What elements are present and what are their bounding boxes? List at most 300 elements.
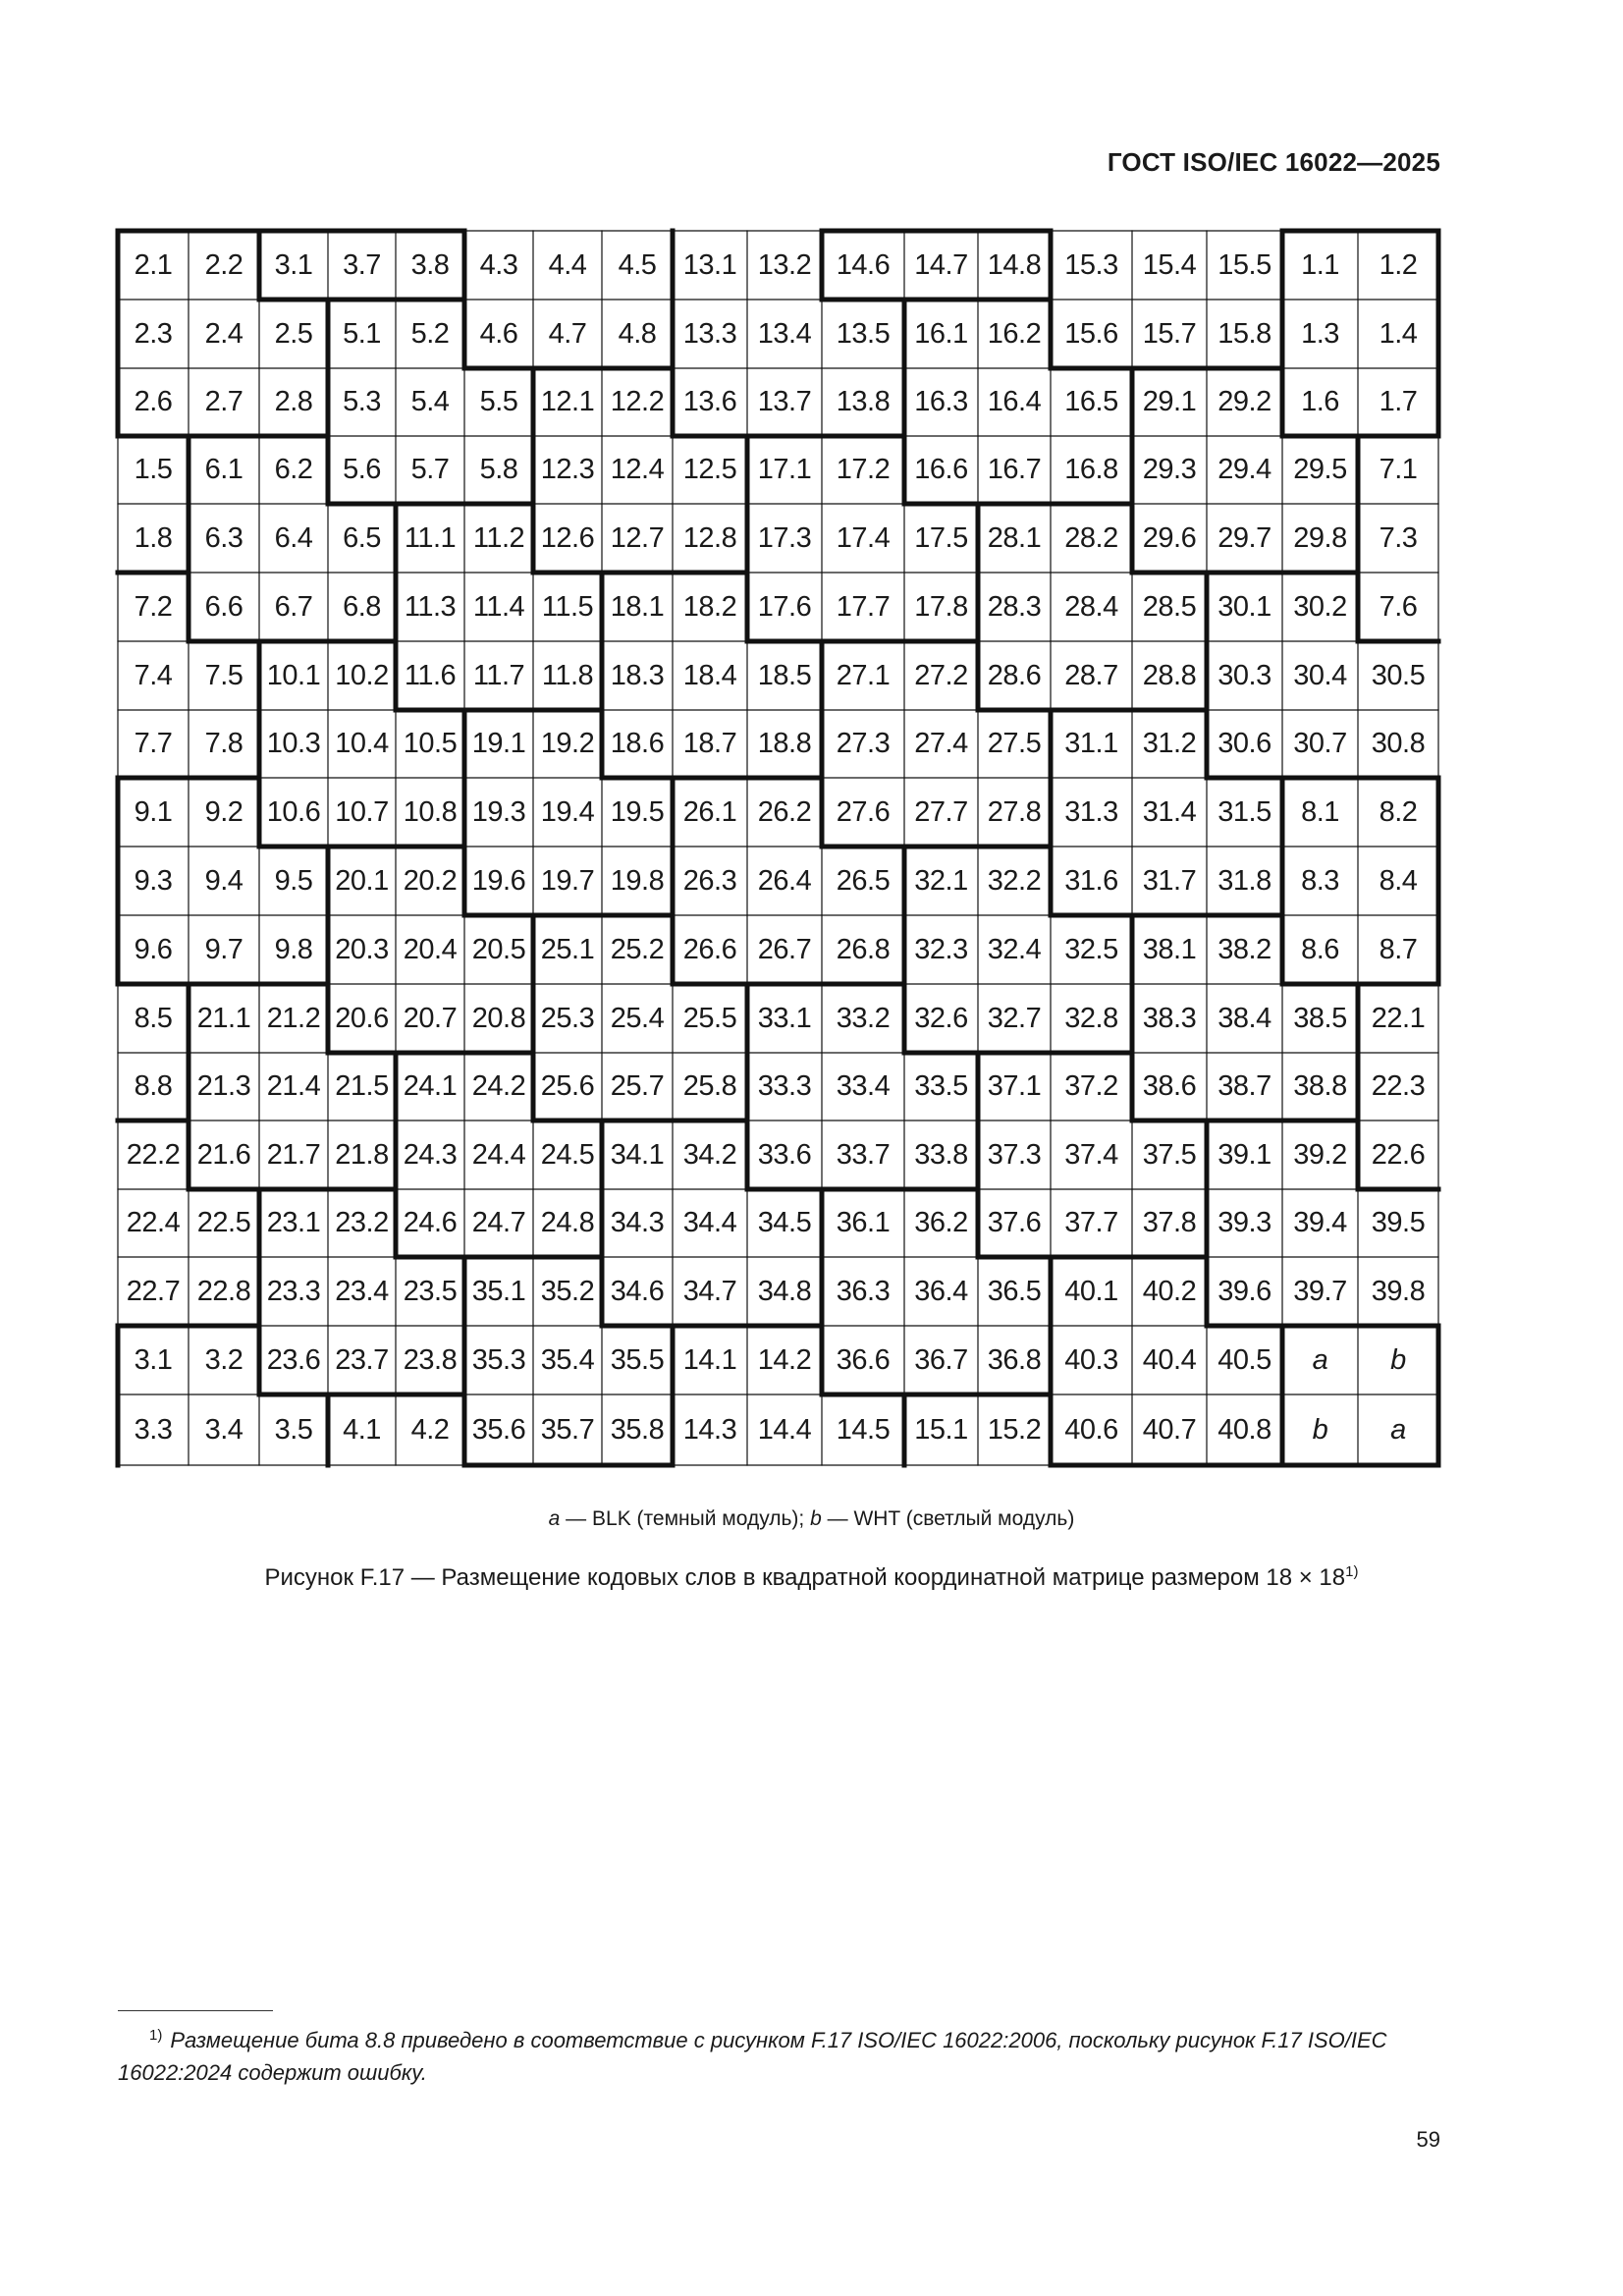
matrix-cell: 25.4 <box>610 1002 665 1034</box>
matrix-cell: 26.4 <box>757 864 812 897</box>
matrix-cell: 14.5 <box>836 1413 891 1446</box>
matrix-cell: 20.8 <box>471 1002 526 1034</box>
matrix-cell: 37.1 <box>987 1070 1042 1102</box>
matrix-cell: 36.5 <box>987 1275 1042 1307</box>
footnote-marker: 1) <box>149 2026 163 2044</box>
matrix-cell: 33.7 <box>836 1138 891 1171</box>
matrix-cell: 12.1 <box>540 386 595 417</box>
matrix-cell: 17.8 <box>914 590 968 623</box>
matrix-cell: 20.2 <box>403 864 458 897</box>
matrix-cell: 6.2 <box>274 454 313 485</box>
matrix-cell: 30.1 <box>1217 590 1271 623</box>
matrix-cell: 12.6 <box>540 521 595 554</box>
matrix-cell: 29.8 <box>1293 521 1347 554</box>
matrix-cell: 37.4 <box>1064 1138 1118 1171</box>
matrix-cell: 39.8 <box>1371 1275 1426 1307</box>
matrix-cell: 21.7 <box>266 1138 321 1171</box>
matrix-cell: 21.4 <box>266 1070 321 1102</box>
matrix-cell: 17.2 <box>836 454 891 485</box>
matrix-cell: 40.1 <box>1064 1275 1118 1307</box>
matrix-cell: 35.4 <box>540 1343 595 1376</box>
matrix-cell: 18.8 <box>757 728 812 759</box>
matrix-cell: 28.6 <box>987 659 1042 691</box>
matrix-cell: 34.7 <box>682 1275 737 1307</box>
matrix-cell: 23.6 <box>266 1343 321 1376</box>
matrix-cell: 40.4 <box>1142 1343 1197 1376</box>
matrix-cell: 34.3 <box>610 1207 665 1238</box>
matrix-cell: 2.7 <box>204 386 243 417</box>
footnote <box>118 2024 1439 2089</box>
matrix-cell: 32.1 <box>914 864 968 897</box>
matrix-cell: 24.3 <box>403 1138 458 1171</box>
matrix-cell: 7.6 <box>1379 590 1418 623</box>
matrix-cell: 34.8 <box>757 1275 812 1307</box>
matrix-cell: 10.1 <box>266 659 321 691</box>
matrix-cell: a <box>1390 1413 1406 1446</box>
matrix-cell: 22.2 <box>126 1138 181 1171</box>
matrix-cell: 2.8 <box>274 386 313 417</box>
matrix-cell: 4.8 <box>618 317 657 350</box>
matrix-cell: 38.2 <box>1217 933 1271 965</box>
matrix-cell: 16.4 <box>987 386 1042 417</box>
matrix-cell: 11.3 <box>404 590 457 623</box>
matrix-cell: 12.4 <box>610 454 665 485</box>
matrix-cell: 29.6 <box>1142 521 1197 554</box>
matrix-cell: 21.2 <box>266 1002 321 1034</box>
matrix-cell: 25.6 <box>540 1070 595 1102</box>
matrix-cell: 3.7 <box>343 248 381 281</box>
matrix-cell: 14.3 <box>682 1413 737 1446</box>
matrix-cell: 32.5 <box>1064 933 1118 965</box>
matrix-cell: 18.4 <box>682 659 737 691</box>
matrix-cell: 17.1 <box>757 454 812 485</box>
matrix-cell: 17.4 <box>836 521 891 554</box>
matrix-cell: 26.6 <box>682 933 737 965</box>
matrix-cell: 7.3 <box>1379 521 1418 554</box>
matrix-cell: 27.8 <box>987 795 1042 828</box>
matrix-cell: 26.2 <box>757 795 812 828</box>
matrix-cell: 18.7 <box>682 728 737 759</box>
matrix-cell: 39.4 <box>1293 1207 1347 1238</box>
matrix-cell: 32.6 <box>914 1002 968 1034</box>
matrix-cell: 14.4 <box>757 1413 812 1446</box>
matrix-cell: 31.3 <box>1064 795 1118 828</box>
matrix-cell: 25.8 <box>682 1070 737 1102</box>
matrix-cell: 6.4 <box>274 521 313 554</box>
matrix-cell: 9.5 <box>274 864 313 897</box>
matrix-cell: 24.2 <box>471 1070 526 1102</box>
matrix-cell: 5.2 <box>410 317 450 350</box>
matrix-cell: 1.1 <box>1301 248 1339 281</box>
matrix-cell: 35.5 <box>610 1343 665 1376</box>
matrix-cell: 25.5 <box>682 1002 737 1034</box>
matrix-cell: 36.3 <box>836 1275 891 1307</box>
matrix-cell: 8.7 <box>1379 933 1418 965</box>
matrix-cell: 5.5 <box>479 386 518 417</box>
matrix-cell: 6.8 <box>343 590 381 623</box>
matrix-cell: 5.8 <box>479 454 518 485</box>
matrix-cell: 35.2 <box>540 1275 595 1307</box>
matrix-cell: 4.7 <box>548 317 587 350</box>
figure-legend <box>0 1507 1623 1531</box>
matrix-cell: 32.4 <box>987 933 1042 965</box>
matrix-cell: 39.6 <box>1217 1275 1271 1307</box>
matrix-cell: 1.2 <box>1379 248 1418 281</box>
matrix-cell: 20.3 <box>335 933 389 965</box>
matrix-cell: 38.6 <box>1142 1070 1197 1102</box>
matrix-cell: 27.1 <box>836 659 891 691</box>
matrix-cell: 34.6 <box>610 1275 665 1307</box>
matrix-cell: 6.3 <box>204 521 243 554</box>
matrix-cell: 30.2 <box>1293 590 1347 623</box>
footnote-text: Размещение бита 8.8 приведено в соответствие с рисунком F.17 ISO/IEC 16022:2006, поскольку рисунок F.17 ISO/IEC 16022:2024 содержит ошибку. <box>118 2028 1387 2085</box>
matrix-cell: 39.5 <box>1371 1207 1426 1238</box>
matrix-cell: 15.3 <box>1064 248 1118 281</box>
caption-footnote-ref: 1) <box>1345 1563 1359 1580</box>
matrix-cell: 23.2 <box>335 1207 389 1238</box>
matrix-cell: 19.3 <box>471 795 526 828</box>
matrix-cell: 37.3 <box>987 1138 1042 1171</box>
matrix-cell: 14.8 <box>987 248 1042 281</box>
matrix-cell: 2.1 <box>134 248 173 281</box>
matrix-cell: 17.7 <box>836 590 891 623</box>
matrix-cell: 12.8 <box>682 521 737 554</box>
matrix-cell: 26.8 <box>836 933 891 965</box>
matrix-cell: 4.1 <box>343 1413 381 1446</box>
matrix-cell: 24.1 <box>403 1070 458 1102</box>
matrix-cell: 1.3 <box>1301 317 1339 350</box>
matrix-cell: 31.2 <box>1142 728 1197 759</box>
matrix-cell: 16.5 <box>1064 386 1118 417</box>
matrix-cell: 27.7 <box>914 795 968 828</box>
matrix-cell: 15.7 <box>1142 317 1197 350</box>
matrix-cell: 2.2 <box>204 248 243 281</box>
matrix-cell: 32.8 <box>1064 1002 1118 1034</box>
matrix-cell: 22.7 <box>126 1275 181 1307</box>
matrix-cell: 28.7 <box>1064 659 1118 691</box>
matrix-cell: 27.6 <box>836 795 891 828</box>
matrix-cell: 23.4 <box>335 1275 389 1307</box>
matrix-cell: 10.2 <box>335 659 389 691</box>
matrix-cell: 37.6 <box>987 1207 1042 1238</box>
matrix-cell: 30.3 <box>1217 659 1271 691</box>
matrix-cell: 37.5 <box>1142 1138 1197 1171</box>
matrix-cell: 28.3 <box>987 590 1042 623</box>
matrix-cell: 25.2 <box>610 933 665 965</box>
matrix-cell: 12.5 <box>682 454 737 485</box>
matrix-cell: 35.7 <box>540 1413 595 1446</box>
matrix-cell: 29.1 <box>1142 386 1197 417</box>
matrix-cell: 25.3 <box>540 1002 595 1034</box>
matrix-cell: 17.5 <box>914 521 968 554</box>
matrix-cell: 8.6 <box>1301 933 1339 965</box>
matrix-cell: 15.2 <box>987 1413 1042 1446</box>
matrix-cell: 39.7 <box>1293 1275 1347 1307</box>
matrix-cell: 30.6 <box>1217 728 1271 759</box>
footnote-separator <box>118 2010 273 2011</box>
matrix-cell: 11.8 <box>541 659 594 691</box>
matrix-cell: 35.8 <box>610 1413 665 1446</box>
matrix-cell: 24.7 <box>471 1207 526 1238</box>
matrix-cell: 3.5 <box>274 1413 313 1446</box>
matrix-cell: 5.3 <box>343 386 381 417</box>
matrix-cell: 9.6 <box>134 933 173 965</box>
matrix-cell: 36.2 <box>914 1207 968 1238</box>
matrix-cell: 11.5 <box>541 590 594 623</box>
matrix-cell: 38.8 <box>1293 1070 1347 1102</box>
matrix-cell: 8.3 <box>1301 864 1339 897</box>
matrix-cell: 12.3 <box>540 454 595 485</box>
matrix-cell: 15.4 <box>1142 248 1197 281</box>
matrix-cell: 36.7 <box>914 1343 968 1376</box>
matrix-cell: 24.5 <box>540 1138 595 1171</box>
matrix-cell: 4.3 <box>479 248 518 281</box>
matrix-cell: 31.8 <box>1217 864 1271 897</box>
matrix-cell: 19.7 <box>540 864 595 897</box>
matrix-cell: 7.4 <box>134 659 173 691</box>
legend-b-symbol: b <box>810 1507 822 1530</box>
matrix-cell: 23.3 <box>266 1275 321 1307</box>
matrix-cell: 33.5 <box>914 1070 968 1102</box>
matrix-cell: 37.7 <box>1064 1207 1118 1238</box>
matrix-cell: 33.3 <box>757 1070 812 1102</box>
matrix-cell: 22.3 <box>1371 1070 1426 1102</box>
matrix-cell: 16.1 <box>914 317 968 350</box>
matrix-cell: 28.8 <box>1142 659 1197 691</box>
matrix-cell: 22.6 <box>1371 1138 1426 1171</box>
matrix-cell: 23.8 <box>403 1343 458 1376</box>
matrix-cell: 29.3 <box>1142 454 1197 485</box>
matrix-cell: 24.8 <box>540 1207 595 1238</box>
matrix-cell: 3.2 <box>204 1343 243 1376</box>
matrix-cell: 10.7 <box>335 795 389 828</box>
matrix-cell: 8.1 <box>1301 795 1339 828</box>
matrix-cell: 7.8 <box>204 728 243 759</box>
matrix-cell: 12.7 <box>610 521 665 554</box>
matrix-cell: 3.8 <box>410 248 450 281</box>
matrix-cell: 39.1 <box>1217 1138 1271 1171</box>
matrix-cell: 38.1 <box>1142 933 1197 965</box>
matrix-cell: 6.1 <box>204 454 243 485</box>
matrix-cell: 9.3 <box>134 864 173 897</box>
codeword-placement-matrix <box>118 231 1438 1465</box>
matrix-cell: 19.8 <box>610 864 665 897</box>
matrix-cell: 34.1 <box>610 1138 665 1171</box>
matrix-cell: 36.4 <box>914 1275 968 1307</box>
matrix-cell: 14.1 <box>682 1343 737 1376</box>
matrix-cell: 1.8 <box>134 521 173 554</box>
matrix-cell: 35.3 <box>471 1343 526 1376</box>
matrix-cell: 10.6 <box>266 795 321 828</box>
matrix-cell: 19.6 <box>471 864 526 897</box>
matrix-cell: 29.7 <box>1217 521 1271 554</box>
matrix-cell: 40.8 <box>1217 1413 1271 1446</box>
matrix-cell: 13.3 <box>682 317 737 350</box>
matrix-cell: 9.4 <box>204 864 243 897</box>
matrix-cell: 26.5 <box>836 864 891 897</box>
matrix-cell: 32.3 <box>914 933 968 965</box>
matrix-cell: 5.1 <box>343 317 381 350</box>
matrix-cell: 1.6 <box>1301 386 1339 417</box>
matrix-cell: b <box>1390 1343 1406 1376</box>
matrix-cell: 36.8 <box>987 1343 1042 1376</box>
matrix-cell: 11.1 <box>404 521 457 554</box>
matrix-cell: 19.4 <box>540 795 595 828</box>
matrix-cell: 3.1 <box>274 248 313 281</box>
matrix-cell: 31.6 <box>1064 864 1118 897</box>
matrix-cell: 27.3 <box>836 728 891 759</box>
matrix-cell: 16.7 <box>987 454 1042 485</box>
matrix-cell: 28.4 <box>1064 590 1118 623</box>
matrix-cell: 5.4 <box>410 386 450 417</box>
matrix-cell: 13.1 <box>682 248 737 281</box>
matrix-cell: 8.5 <box>134 1002 173 1034</box>
matrix-cell: 18.2 <box>682 590 737 623</box>
matrix-cell: 19.1 <box>471 728 526 759</box>
matrix-cell: 18.3 <box>610 659 665 691</box>
matrix-cell: 33.8 <box>914 1138 968 1171</box>
matrix-cell: 8.8 <box>134 1070 173 1102</box>
matrix-cell: 10.4 <box>335 728 389 759</box>
matrix-cell: 34.2 <box>682 1138 737 1171</box>
matrix-cell: a <box>1312 1343 1328 1376</box>
matrix-cell: 33.1 <box>757 1002 812 1034</box>
matrix-cell: 17.6 <box>757 590 812 623</box>
matrix-cell: 13.5 <box>836 317 891 350</box>
matrix-cell: 31.1 <box>1064 728 1118 759</box>
matrix-cell: 11.7 <box>472 659 525 691</box>
matrix-cell: 3.4 <box>204 1413 243 1446</box>
matrix-cell: 16.6 <box>914 454 968 485</box>
matrix-cell: 19.5 <box>610 795 665 828</box>
matrix-cell: 26.7 <box>757 933 812 965</box>
matrix-cell: 4.2 <box>410 1413 450 1446</box>
matrix-cell: 14.2 <box>757 1343 812 1376</box>
matrix-cell: 40.5 <box>1217 1343 1271 1376</box>
matrix-cell: 13.4 <box>757 317 812 350</box>
matrix-cell: 15.8 <box>1217 317 1271 350</box>
matrix-cell: 15.5 <box>1217 248 1271 281</box>
matrix-cell: 38.3 <box>1142 1002 1197 1034</box>
matrix-cell: 4.5 <box>618 248 657 281</box>
matrix-cell: 5.6 <box>343 454 381 485</box>
matrix-cell: 3.1 <box>134 1343 173 1376</box>
matrix-cell: 28.2 <box>1064 521 1118 554</box>
matrix-cell: 40.3 <box>1064 1343 1118 1376</box>
matrix-cell: 7.2 <box>134 590 173 623</box>
matrix-cell: 4.6 <box>479 317 518 350</box>
matrix-cell: 17.3 <box>757 521 812 554</box>
matrix-cell: 27.2 <box>914 659 968 691</box>
matrix-cell: 31.4 <box>1142 795 1197 828</box>
matrix-cell: 9.7 <box>204 933 243 965</box>
matrix-cell: 22.8 <box>196 1275 251 1307</box>
matrix-cell: 37.2 <box>1064 1070 1118 1102</box>
matrix-cell: 38.4 <box>1217 1002 1271 1034</box>
matrix-cell: 26.3 <box>682 864 737 897</box>
matrix-cell: 10.8 <box>403 795 458 828</box>
matrix-cell: 21.6 <box>196 1138 251 1171</box>
legend-a-symbol: a <box>548 1507 561 1530</box>
matrix-cell: 25.1 <box>540 933 595 965</box>
matrix-cell: 26.1 <box>682 795 737 828</box>
matrix-cell: 16.3 <box>914 386 968 417</box>
matrix-cell: 5.7 <box>410 454 450 485</box>
matrix-cell: 30.4 <box>1293 659 1347 691</box>
matrix-cell: 13.7 <box>757 386 812 417</box>
matrix-cell: 8.4 <box>1379 864 1418 897</box>
matrix-cell: 7.7 <box>134 728 173 759</box>
matrix-cell: 40.2 <box>1142 1275 1197 1307</box>
matrix-cell: 9.8 <box>274 933 313 965</box>
matrix-cell: 11.6 <box>404 659 457 691</box>
matrix-cell: 28.5 <box>1142 590 1197 623</box>
matrix-cell: 20.6 <box>335 1002 389 1034</box>
matrix-cell: 12.2 <box>610 386 665 417</box>
matrix-cell: 21.1 <box>196 1002 251 1034</box>
matrix-cell: 22.1 <box>1371 1002 1426 1034</box>
matrix-cell: 18.6 <box>610 728 665 759</box>
matrix-cell: 30.5 <box>1371 659 1426 691</box>
matrix-cell: 27.5 <box>987 728 1042 759</box>
matrix-cell: 30.8 <box>1371 728 1426 759</box>
matrix-cell: 23.5 <box>403 1275 458 1307</box>
matrix-cell: 24.4 <box>471 1138 526 1171</box>
matrix-cell: 7.1 <box>1379 454 1418 485</box>
matrix-cell: 14.6 <box>836 248 891 281</box>
matrix-cell: 6.5 <box>343 521 381 554</box>
matrix-cell: 11.4 <box>472 590 525 623</box>
matrix-cell: 25.7 <box>610 1070 665 1102</box>
figure-caption <box>0 1564 1623 1592</box>
matrix-cell: 27.4 <box>914 728 968 759</box>
matrix-cell: 16.2 <box>987 317 1042 350</box>
matrix-cell: 38.5 <box>1293 1002 1347 1034</box>
matrix-cell: 29.5 <box>1293 454 1347 485</box>
matrix-cell: 10.3 <box>266 728 321 759</box>
matrix-cell: 15.6 <box>1064 317 1118 350</box>
matrix-cell: 21.3 <box>196 1070 251 1102</box>
matrix-cell: 38.7 <box>1217 1070 1271 1102</box>
matrix-cell: 13.6 <box>682 386 737 417</box>
matrix-cell: 36.1 <box>836 1207 891 1238</box>
matrix-cell: 24.6 <box>403 1207 458 1238</box>
matrix-cell: 2.3 <box>134 317 173 350</box>
matrix-cell: 8.2 <box>1379 795 1418 828</box>
matrix-cell: 13.2 <box>757 248 812 281</box>
matrix-cell: 18.5 <box>757 659 812 691</box>
matrix-cell: 15.1 <box>914 1413 968 1446</box>
legend-a-text: — BLK (темный модуль); <box>560 1507 811 1530</box>
matrix-cell: 20.5 <box>471 933 526 965</box>
matrix-cell: 14.7 <box>914 248 968 281</box>
matrix-cell: 20.1 <box>335 864 389 897</box>
matrix-cell: 33.2 <box>836 1002 891 1034</box>
matrix-cell: 23.7 <box>335 1343 389 1376</box>
matrix-cell: 2.4 <box>204 317 243 350</box>
matrix-cell: 21.8 <box>335 1138 389 1171</box>
matrix-cell: b <box>1312 1413 1328 1446</box>
matrix-cell: 37.8 <box>1142 1207 1197 1238</box>
matrix-cell: 4.4 <box>548 248 587 281</box>
matrix-cell: 22.5 <box>196 1207 251 1238</box>
matrix-cell: 10.5 <box>403 728 458 759</box>
matrix-cell: 6.6 <box>204 590 243 623</box>
caption-text: Рисунок F.17 — Размещение кодовых слов в квадратной координатной матрице размером 18 × 18 <box>264 1564 1346 1591</box>
document-header: ГОСТ ISO/IEC 16022—2025 <box>1107 147 1440 177</box>
legend-b-text: — WHT (светлый модуль) <box>821 1507 1075 1530</box>
matrix-cell: 3.3 <box>134 1413 173 1446</box>
